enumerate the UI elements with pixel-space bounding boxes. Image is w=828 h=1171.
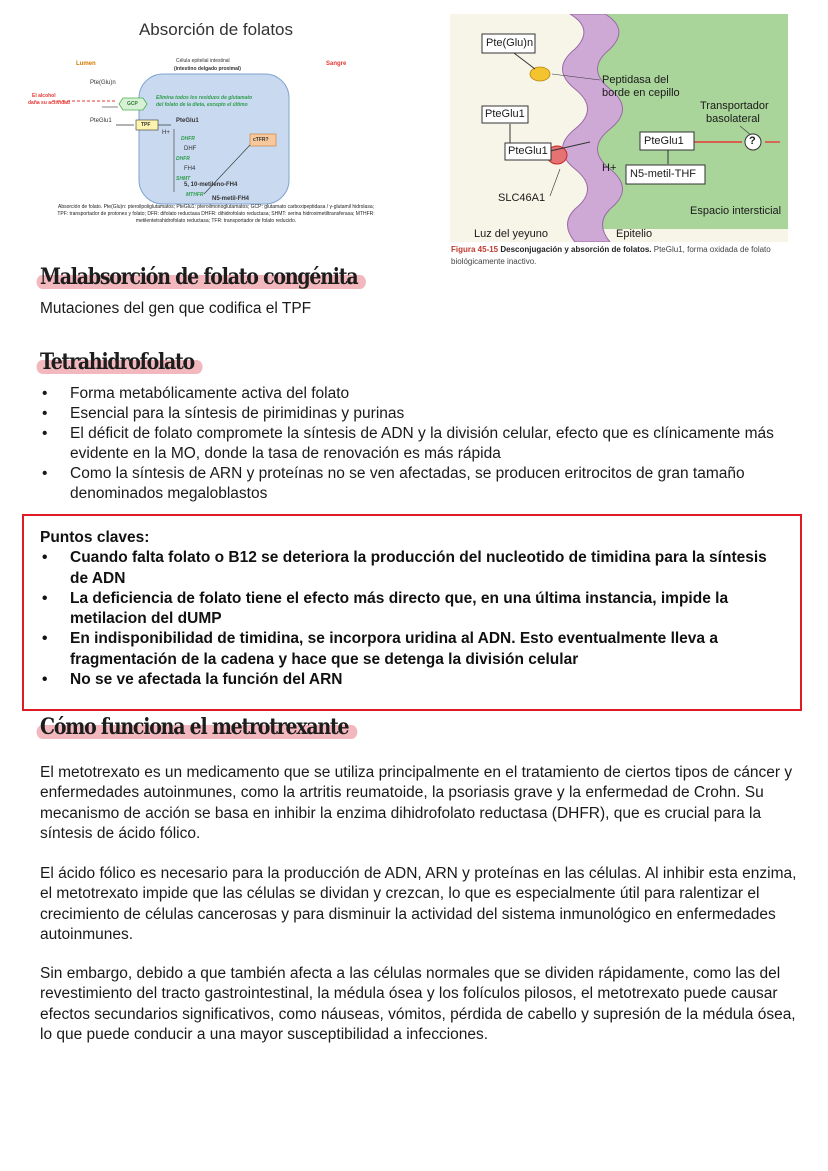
list-item: • Cuando falta folato o B12 se deteriora la producción del nucleotido de timidina para la síntesis de ADN [40,548,785,589]
paragraph: Sin embargo, debido a que también afecta a las células normales que se dividen rápidamente, como las del revestimiento del tracto gastrointestinal, la médula ósea y los folículos pilosos, el metotrexato puede causar efectos secundarios significativos, como náuseas, vómitos, pérdida de cabello y supresión de la médula ósea, lo que puede conducir a una mayor susceptibilidad a infecciones. [40,965,796,1043]
diagram-title: Absorción de folatos [138,20,294,39]
gcp-label: GCP [127,101,138,107]
cell-title-2: (intestino delgado proximal) [174,66,241,72]
figure-caption [451,244,796,268]
dhfr-label-2: DHFR [176,156,190,162]
heading-tetrahydrofolate: Tetrahidrofolato [40,349,194,375]
caption-line-3: metilentetrahidrofolato reductasa; TFR: transportador de folato reducido. [135,218,297,224]
transporter-label-1: Transportador [700,100,769,112]
caption-line-1: Absorción de folato. Pte(Glu)n: pteroilpoliglutamatos; PteGlu1: pteroilmonoglutamatos; GCP: glutamato carboxipeptidasa / γ-glutamil hidrolasa; [58,204,374,210]
pteglu1-box-b: PteGlu1 [508,145,548,157]
cell-title-1: Célula epitelial intestinal [176,58,230,64]
tpf-label: TPF [141,122,151,128]
transporter-label-2: basolateral [706,113,760,125]
hplus-label: H+ [602,162,617,174]
alcohol-note-2: daña su actividad [28,100,70,106]
pteglu1-cell-label: PteGlu1 [176,118,199,124]
shmt-label: SHMT [176,176,191,182]
pteglu1-box-c: PteGlu1 [644,135,684,147]
paragraph: El ácido fólico es necesario para la producción de ADN, ARN y proteínas en las células. Al inhibir esta enzima, el metotrexato impide que las células se dividan y crezcan, lo que es especialmente útil para ralentizar el crecimiento de células cancerosas y para disminuir la actividad del sistema inmunológico en enfermedades autoinmunes. [40,865,797,943]
heading-malabsorption: Malabsorción de folato congénita [40,264,358,290]
lumen-label: Luz del yeyuno [474,228,548,240]
list-item: • Forma metabólicamente activa del folato [40,384,800,404]
pteglu1-lumen-label: PteGlu1 [90,118,112,124]
question-mark: ? [749,135,756,147]
lumen-label: Lumen [76,61,96,67]
methyl-label: N5-metil-FH4 [212,196,250,202]
peptidase-label-1: Peptidasa del [602,74,669,86]
slc-label: SLC46A1 [498,192,546,204]
figure-number: Figura 45-15 [451,245,499,254]
figure-caption-text: PteGlu1, forma oxidada de folato biológicamente inactivo. [451,245,771,266]
gcp-note-2: del folato de la dieta, excepto el último [156,102,248,108]
key-points-title: Puntos claves: [40,529,150,546]
methylene-label: 5, 10-metileno-FH4 [184,182,238,188]
dhf-label: DHF [184,146,197,152]
epithelium-label: Epitelio [616,228,653,240]
methyl-thf-box: N5-metil-THF [630,168,696,180]
key-points-list [40,548,785,690]
deconjugation-figure [450,14,790,266]
malabsorption-text: Mutaciones del gen que codifica el TPF [40,300,312,317]
list-item: • No se ve afectada la función del ARN [40,670,785,690]
mthfr-label: MTHFR [186,192,204,198]
folate-absorption-diagram [6,12,426,240]
gcp-note-1: Elimina todos los residuos de glutamato [156,95,253,101]
list-item: • En indisponibilidad de timidina, se incorpora uridina al ADN. Esto eventualmente lleva a fragmentación de la cadena y hace que se detenga la división celular [40,629,785,670]
figure-caption-bold: Desconjugación y absorción de folatos. [500,245,652,254]
pteglu-n-box: Pte(Glu)n [486,37,534,49]
caption-line-2: TPF: transportador de protones y folato; DFR: difolato reductasa DHFR: dihidrofolato reductasa; SHMT: serina hidroximetiltransferasa; MTHFR: [57,211,375,217]
dhfr-label-1: DHFR [181,136,195,142]
tetrahydrofolate-list [40,384,800,504]
list-item: • Como la síntesis de ARN y proteínas no se ven afectadas, se producen eritrocitos de gran tamaño denominados megaloblastos [40,464,800,504]
hplus-label: H+ [162,130,170,136]
list-item: • Esencial para la síntesis de pirimidinas y purinas [40,404,800,424]
pteglu1-box-a: PteGlu1 [485,108,525,120]
alcohol-note-1: El alcohol [32,93,56,99]
fh4-label: FH4 [184,166,196,172]
key-points-box [22,514,802,711]
paragraph: El metotrexato es un medicamento que se utiliza principalmente en el tratamiento de ciertos tipos de cáncer y enfermedades autoinmunes, como la artritis reumatoide, la psoriasis grave y la enfermedad de Crohn. Su mecanismo de acción se basa en inhibir la enzima dihidrofolato reductasa (DHFR), que es crucial para la síntesis de ácido fólico. [40,764,793,842]
tfr-label: cTFR? [253,137,269,143]
diagram-caption [6,204,426,225]
list-item: • El déficit de folato compromete la síntesis de ADN y la división celular, efecto que es clínicamente más evidente en la MO, donde la tasa de renovación es más rápida [40,424,800,464]
heading-methotrexate: Cómo funciona el metrotrexante [40,714,349,740]
peptidase-label-2: borde en cepillo [602,87,680,99]
interstitial-label: Espacio intersticial [690,205,782,217]
blood-label: Sangre [326,61,347,67]
list-item: • La deficiencia de folato tiene el efecto más directo que, en una última instancia, impide la metilacion del dUMP [40,589,785,630]
pteglu-n-label: Pte(Glu)n [90,80,116,86]
